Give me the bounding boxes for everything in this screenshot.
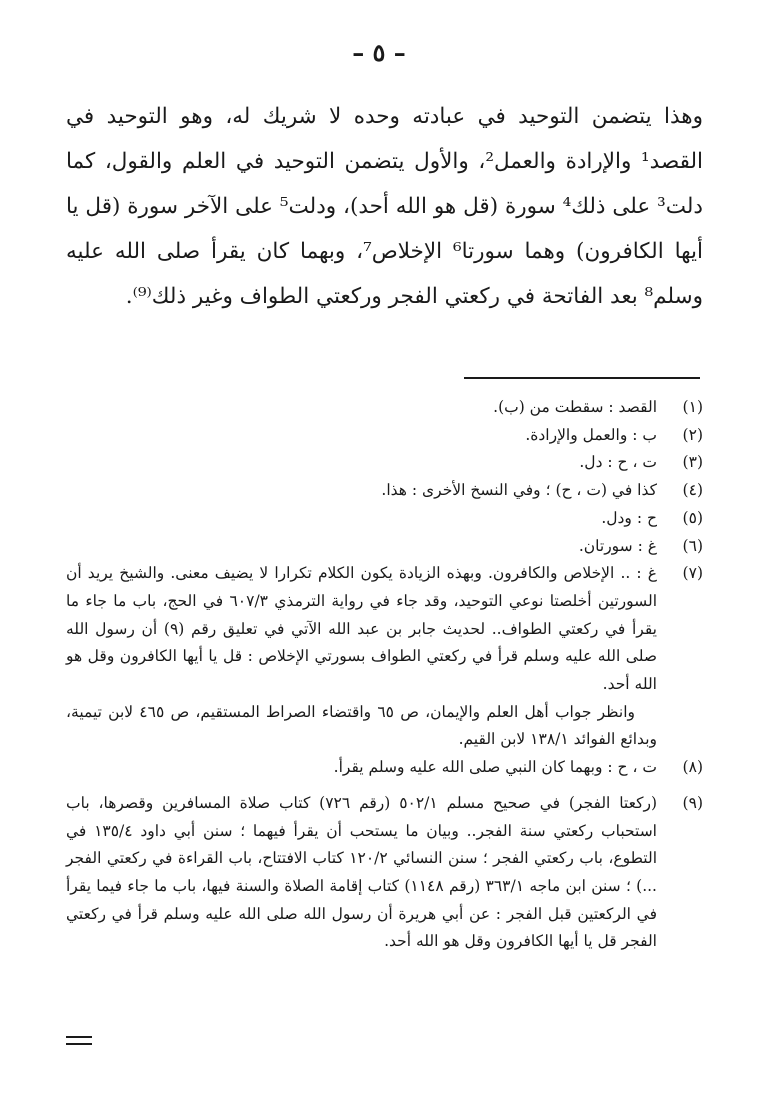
footnote-text: ت ، ح : وبهما كان النبي صلى الله عليه وسلم يقرأ.	[333, 758, 657, 777]
footnote-continuation: وانظر جواب أهل العلم والإيمان، ص ٦٥ واقتضاء الصراط المستقيم، ص ٤٦٥ لابن تيمية، وبدائع الفوائد ١٣٨/١ لابن القيم.	[66, 702, 657, 749]
footnote-2	[66, 422, 703, 450]
footnote-number: (٩)	[682, 793, 703, 812]
footnote-number: (٨)	[682, 758, 703, 777]
footnote-3	[66, 449, 703, 477]
footnote-text: كذا في (ت ، ح) ؛ وفي النسخ الأخرى : هذا.	[381, 481, 657, 500]
footnote-number: (٥)	[682, 508, 703, 527]
footnote-number: (٤)	[682, 481, 703, 500]
footnote-1	[66, 394, 703, 422]
main-paragraph-text: وهذا يتضمن التوحيد في عبادته وحده لا شريك له، وهو التوحيد في القصد¹ والإرادة والعمل²، والأول يتضمن التوحيد في العلم والقول، كما دلت³ على ذلك⁴ سورة (قل هو الله أحد)، ودلت⁵ على الآخر سورة (قل يا أيها الكافرون) وهما سورتا⁶ الإخلاص⁷، وبهما كان يقرأ صلى الله عليه وسلم⁸ بعد الفاتحة في ركعتي الفجر وركعتي الطواف وغير ذلك⁽⁹⁾.	[66, 104, 703, 309]
page-number: – ٥ –	[352, 38, 406, 67]
footnote-number: (٧)	[682, 564, 703, 583]
footnote-number: (٦)	[682, 536, 703, 555]
footnote-8	[66, 754, 703, 782]
footnote-7	[66, 560, 703, 754]
footnote-text: ح : ودل.	[601, 508, 657, 527]
footnote-text: غ : سورتان.	[578, 536, 657, 555]
footnote-text: ت ، ح : دل.	[579, 453, 657, 472]
footnote-text: غ : .. الإخلاص والكافرون. وبهذه الزيادة يكون الكلام تكرارا لا يضيف معنى. والشيخ يريد أن السورتين أخلصتا نوعي التوحيد، وقد جاء في رواية الترمذي ٦٠٧/٣ في الحج، باب ما جاء ما يقرأ في ركعتي الطواف.. لحديث جابر بن عبد الله الآتي في تعليق رقم (٩) أن رسول الله صلى الله عليه وسلم قرأ في ركعتي الطواف بسورتي الإخلاص : قل يا أيها الكافرون وقل هو الله أحد.	[66, 564, 657, 694]
footnote-text: ب : والعمل والإرادة.	[525, 425, 657, 444]
footnote-text: (ركعتا الفجر) في صحيح مسلم ٥٠٢/١ (رقم ٧٢٦) كتاب صلاة المسافرين وقصرها، باب استحباب ركعتي سنة الفجر.. وبيان ما يستحب أن يقرأ فيهما ؛ سنن أبي داود ١٣٥/٤ في التطوع، باب ركعتي الفجر ؛ سنن النسائي ١٢٠/٢ كتاب الافتتاح، باب القراءة في ركعتي الفجر ...) ؛ سنن ابن ماجه ٣٦٣/١ (رقم ١١٤٨) كتاب إقامة الصلاة والسنة فيها، باب ما جاء فيما يقرأ في الركعتين قبل الفجر : عن أبي هريرة أن رسول الله صلى الله عليه وسلم قرأ في ركعتي الفجر قل يا أيها الكافرون وقل هو الله أحد.	[66, 793, 658, 951]
main-paragraph	[66, 94, 703, 319]
footnotes	[66, 394, 703, 956]
footnote-6	[66, 533, 703, 561]
footnote-4	[66, 477, 703, 505]
footnote-5	[66, 505, 703, 533]
footnote-9	[66, 790, 703, 956]
footnote-text: القصد : سقطت من (ب).	[493, 398, 657, 416]
footnote-separator	[464, 377, 700, 379]
footnote-number: (٣)	[682, 453, 703, 472]
footnote-number: (١)	[682, 398, 703, 416]
footnote-number: (٢)	[682, 425, 703, 444]
footnote-body	[66, 560, 657, 754]
page-end-mark	[66, 1036, 92, 1038]
